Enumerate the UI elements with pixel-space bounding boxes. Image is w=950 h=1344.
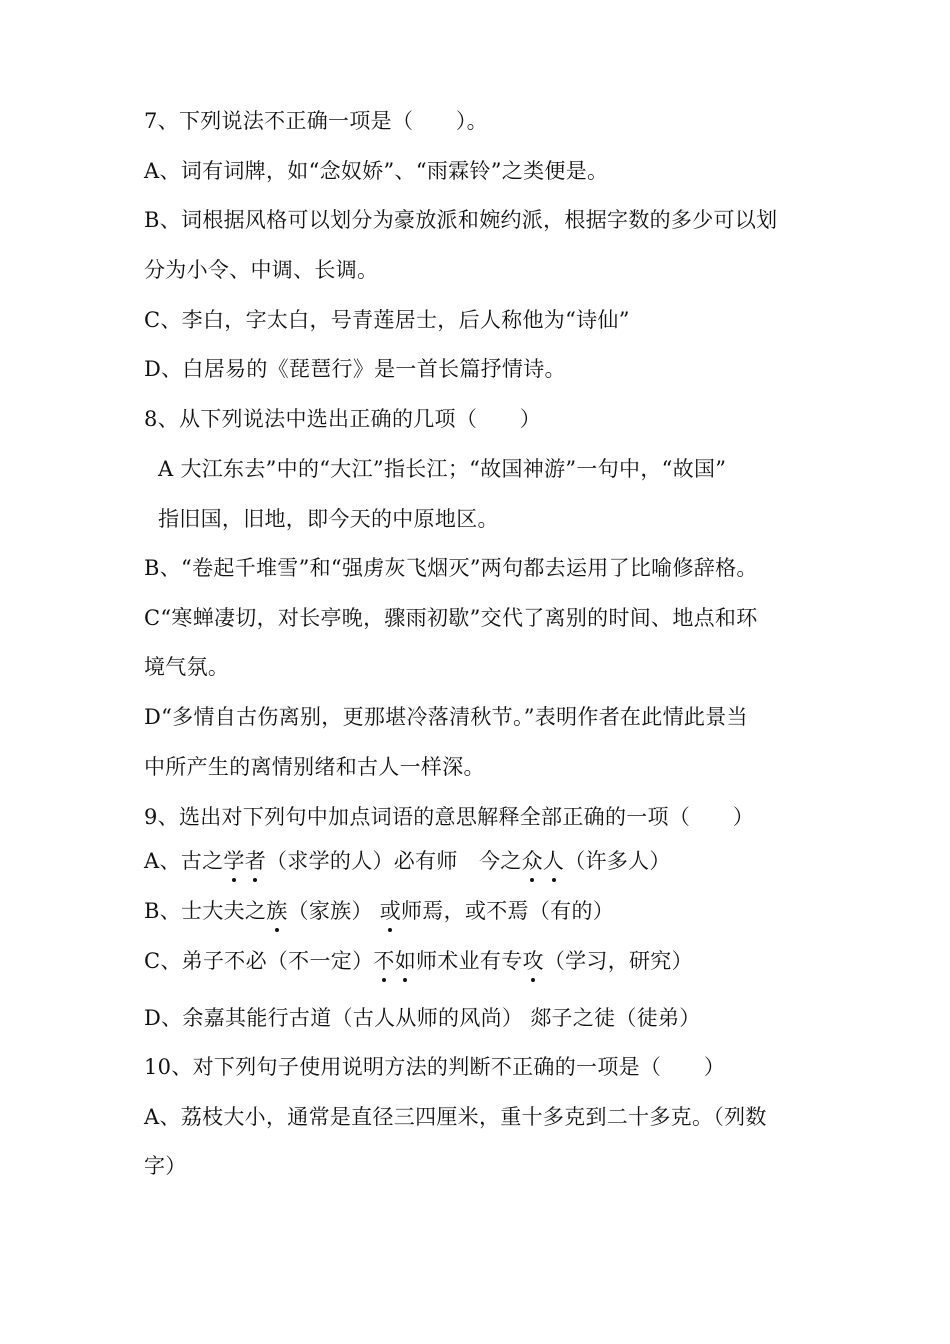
- text-segment: C、弟子不必（不一定）: [144, 949, 374, 973]
- q7-option-c: C、李白，字太白，号青莲居士，后人称他为“诗仙”: [144, 308, 630, 332]
- q10-option-a-cont: 字）: [144, 1154, 187, 1178]
- dotted-char: 学: [223, 846, 244, 876]
- dotted-char: 如: [395, 946, 416, 976]
- dotted-char: 族: [266, 896, 287, 926]
- q10-option-a: A、荔枝大小，通常是直径三四厘米，重十多克到二十多克。（列数: [144, 1105, 767, 1129]
- text-segment: A、古之: [144, 849, 224, 873]
- q7-stem: 7、下列说法不正确一项是（ ）。: [144, 109, 488, 133]
- q8-option-c-cont: 境气氛。: [144, 655, 230, 679]
- dotted-char: 不: [373, 946, 394, 976]
- q8-option-d: D“多情自古伤离别，更那堪冷落清秋节。”表明作者在此情此景当: [144, 705, 748, 729]
- q9-option-d: D、余嘉其能行古道（古人从师的风尚） 郯子之徒（徒弟）: [144, 1006, 701, 1030]
- q8-option-a-cont: 指旧国，旧地，即今天的中原地区。: [158, 507, 499, 531]
- text-segment: （学习，研究）: [543, 949, 693, 973]
- q8-option-d-cont: 中所产生的离情别绪和古人一样深。: [144, 755, 485, 779]
- q7-option-b: B、词根据风格可以划分为豪放派和婉约派，根据字数的多少可以划: [144, 208, 778, 232]
- dotted-char: 攻: [523, 946, 544, 976]
- dotted-char: 者: [245, 846, 266, 876]
- q8-option-c: C“寒蝉凄切，对长亭晚，骤雨初歇”交代了离别的时间、地点和环: [144, 606, 758, 630]
- q9-stem: 9、选出对下列句中加点词语的意思解释全部正确的一项（ ）: [144, 805, 755, 829]
- text-segment: （求学的人）必有师 今之: [266, 849, 522, 873]
- text-segment: B、士大夫之: [144, 899, 267, 923]
- q7-option-d: D、白居易的《琵琶行》是一首长篇抒情诗。: [144, 357, 566, 381]
- q10-stem: 10、对下列句子使用说明方法的判断不正确的一项是（ ）: [144, 1055, 726, 1079]
- text-segment: （家族）: [287, 899, 380, 923]
- q7-option-b-cont: 分为小令、中调、长调。: [144, 258, 379, 282]
- q9-option-a: [144, 846, 824, 876]
- q8-stem: 8、从下列说法中选出正确的几项（ ）: [144, 407, 542, 431]
- q7-option-a: A、词有词牌，如“念奴娇”、“雨霖铃”之类便是。: [144, 159, 609, 183]
- q8-option-b: B、“卷起千堆雪”和“强虏灰飞烟灭”两句都去运用了比喻修辞格。: [144, 556, 758, 580]
- q8-option-a: A 大江东去”中的“大江”指长江；“故国神游”一句中，“故国”: [158, 457, 727, 481]
- dotted-char: 或: [380, 896, 401, 926]
- text-segment: 师术业有专: [416, 949, 523, 973]
- text-segment: 师焉，或不焉（有的）: [401, 899, 615, 923]
- dotted-char: 众: [522, 846, 543, 876]
- q9-option-b: [144, 896, 824, 926]
- q9-option-c: [144, 946, 824, 976]
- dotted-char: 人: [543, 846, 564, 876]
- text-segment: （许多人）: [564, 849, 671, 873]
